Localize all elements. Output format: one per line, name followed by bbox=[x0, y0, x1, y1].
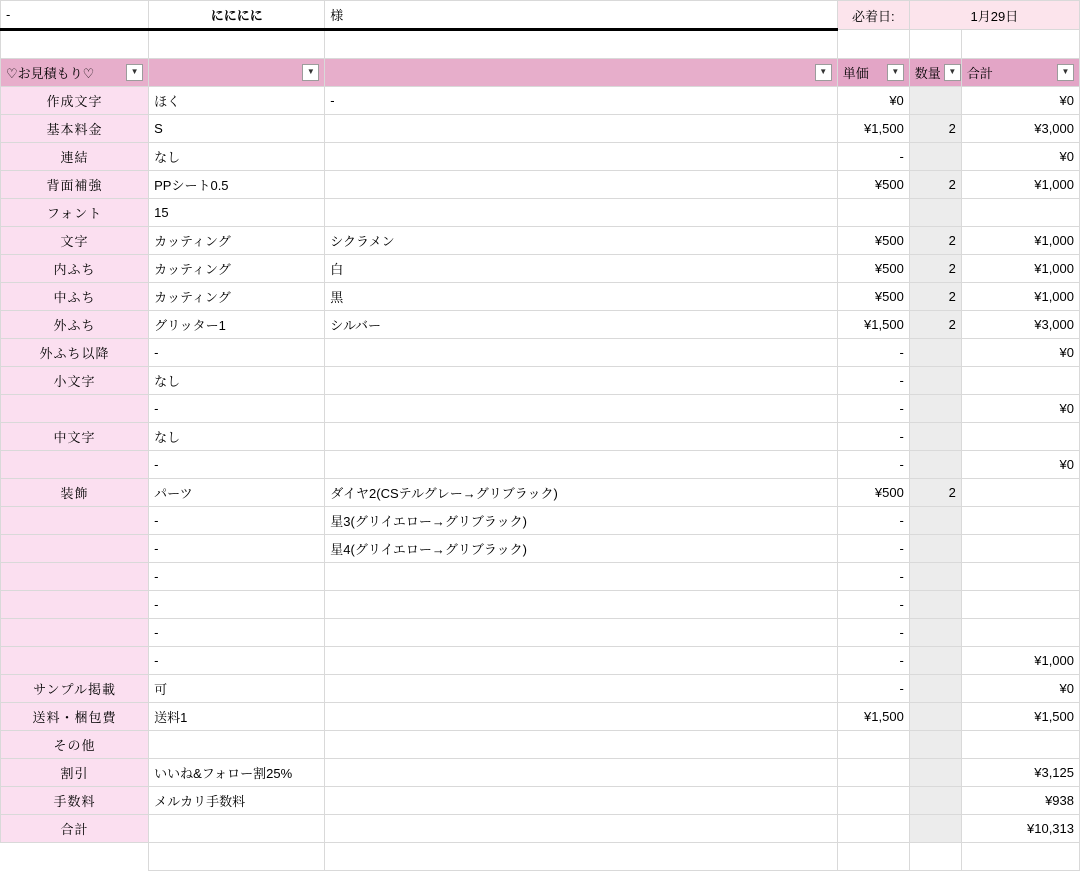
row-total-cell[interactable]: ¥1,000 bbox=[961, 647, 1079, 675]
row-label-cell[interactable]: サンプル掲載 bbox=[1, 675, 149, 703]
honorific-cell: 様 bbox=[325, 1, 837, 30]
row-value-b-cell[interactable] bbox=[325, 647, 837, 675]
row-total-cell[interactable]: ¥0 bbox=[961, 339, 1079, 367]
row-unit-price-cell[interactable]: ¥1,500 bbox=[837, 115, 909, 143]
table-row bbox=[1, 143, 1080, 171]
row-unit-price-cell[interactable]: ¥1,500 bbox=[837, 703, 909, 731]
header-col-b-cell bbox=[325, 59, 837, 87]
row-quantity-cell[interactable] bbox=[909, 143, 961, 171]
due-date-label: 必着日: bbox=[837, 1, 909, 30]
row-value-b-cell[interactable] bbox=[325, 115, 837, 143]
row-unit-price-cell[interactable]: - bbox=[837, 591, 909, 619]
table-row bbox=[1, 703, 1080, 731]
header-title-label: ♡お見積もり♡ bbox=[6, 66, 95, 81]
row-unit-price-cell[interactable]: ¥500 bbox=[837, 255, 909, 283]
row-label-cell[interactable] bbox=[1, 535, 149, 563]
row-quantity-cell[interactable] bbox=[909, 787, 961, 815]
filler-cell-6 bbox=[961, 843, 1079, 871]
header-col-a-cell bbox=[149, 59, 325, 87]
spacer-cell-1 bbox=[1, 30, 149, 59]
row-total-cell[interactable] bbox=[961, 367, 1079, 395]
row-unit-price-cell[interactable]: - bbox=[837, 647, 909, 675]
row-label-cell[interactable]: 送料・梱包費 bbox=[1, 703, 149, 731]
row-total-cell[interactable]: ¥0 bbox=[961, 395, 1079, 423]
spacer-cell-5 bbox=[909, 30, 961, 59]
row-value-a-cell[interactable]: なし bbox=[149, 143, 325, 171]
row-value-a-cell[interactable]: なし bbox=[149, 367, 325, 395]
row-quantity-cell[interactable] bbox=[909, 675, 961, 703]
row-label-cell[interactable]: 内ふち bbox=[1, 255, 149, 283]
row-total-cell[interactable]: ¥3,000 bbox=[961, 115, 1079, 143]
row-value-a-cell[interactable]: メルカリ手数料 bbox=[149, 787, 325, 815]
row-quantity-cell[interactable] bbox=[909, 199, 961, 227]
header-qty-cell bbox=[909, 59, 961, 87]
filter-dropdown-icon-qty[interactable]: ▼ bbox=[944, 64, 961, 81]
row-value-b-cell[interactable] bbox=[325, 423, 837, 451]
row-total-cell[interactable]: ¥1,000 bbox=[961, 255, 1079, 283]
row-unit-price-cell[interactable]: - bbox=[837, 367, 909, 395]
row-unit-price-cell[interactable]: ¥500 bbox=[837, 171, 909, 199]
row-label-cell[interactable] bbox=[1, 647, 149, 675]
row-value-b-cell[interactable]: 白 bbox=[325, 255, 837, 283]
row-total-cell[interactable]: ¥1,500 bbox=[961, 703, 1079, 731]
row-quantity-cell[interactable]: 2 bbox=[909, 283, 961, 311]
header-total-cell bbox=[961, 59, 1079, 87]
row-unit-price-cell[interactable] bbox=[837, 787, 909, 815]
table-row bbox=[1, 423, 1080, 451]
row-value-b-cell[interactable] bbox=[325, 815, 837, 843]
row-value-a-cell[interactable]: - bbox=[149, 507, 325, 535]
table-filler-row bbox=[1, 843, 1080, 871]
row-quantity-cell[interactable] bbox=[909, 535, 961, 563]
row-value-b-cell[interactable] bbox=[325, 395, 837, 423]
table-row bbox=[1, 591, 1080, 619]
row-total-cell[interactable]: ¥0 bbox=[961, 675, 1079, 703]
row-unit-price-cell[interactable]: ¥0 bbox=[837, 87, 909, 115]
row-label-cell[interactable]: 割引 bbox=[1, 759, 149, 787]
table-row bbox=[1, 87, 1080, 115]
table-row bbox=[1, 647, 1080, 675]
row-total-cell[interactable]: ¥0 bbox=[961, 87, 1079, 115]
row-label-cell[interactable] bbox=[1, 395, 149, 423]
row-value-a-cell[interactable]: なし bbox=[149, 423, 325, 451]
row-unit-price-cell[interactable]: - bbox=[837, 339, 909, 367]
row-value-b-cell[interactable] bbox=[325, 143, 837, 171]
table-row bbox=[1, 367, 1080, 395]
row-unit-price-cell[interactable]: - bbox=[837, 143, 909, 171]
row-quantity-cell[interactable]: 2 bbox=[909, 115, 961, 143]
row-quantity-cell[interactable]: 2 bbox=[909, 171, 961, 199]
row-label-cell[interactable]: 基本料金 bbox=[1, 115, 149, 143]
row-unit-price-cell[interactable]: - bbox=[837, 423, 909, 451]
table-row bbox=[1, 731, 1080, 759]
table-row bbox=[1, 759, 1080, 787]
row-unit-price-cell[interactable]: - bbox=[837, 451, 909, 479]
row-quantity-cell[interactable] bbox=[909, 507, 961, 535]
row-value-b-cell[interactable]: シクラメン bbox=[325, 227, 837, 255]
header-qty-label: 数量 bbox=[914, 66, 941, 81]
row-value-b-cell[interactable] bbox=[325, 199, 837, 227]
row-value-a-cell[interactable]: - bbox=[149, 563, 325, 591]
row-quantity-cell[interactable] bbox=[909, 563, 961, 591]
row-label-cell[interactable] bbox=[1, 591, 149, 619]
table-row bbox=[1, 479, 1080, 507]
row-label-cell[interactable]: 外ふち bbox=[1, 311, 149, 339]
row-value-b-cell[interactable] bbox=[325, 675, 837, 703]
filter-dropdown-icon-price[interactable]: ▼ bbox=[887, 64, 904, 81]
row-total-cell[interactable] bbox=[961, 423, 1079, 451]
table-row bbox=[1, 283, 1080, 311]
row-quantity-cell[interactable] bbox=[909, 591, 961, 619]
row-label-cell[interactable]: 中ふち bbox=[1, 283, 149, 311]
filler-cell-3 bbox=[325, 843, 837, 871]
row-label-cell[interactable]: 中文字 bbox=[1, 423, 149, 451]
row-quantity-cell[interactable] bbox=[909, 87, 961, 115]
due-date-value: 1月29日 bbox=[909, 1, 1079, 30]
row-quantity-cell[interactable] bbox=[909, 395, 961, 423]
row-value-b-cell[interactable]: シルバー bbox=[325, 311, 837, 339]
row-value-b-cell[interactable] bbox=[325, 171, 837, 199]
row-value-b-cell[interactable] bbox=[325, 367, 837, 395]
row-quantity-cell[interactable] bbox=[909, 759, 961, 787]
table-row bbox=[1, 227, 1080, 255]
row-unit-price-cell[interactable]: - bbox=[837, 675, 909, 703]
row-unit-price-cell[interactable] bbox=[837, 199, 909, 227]
row-total-cell[interactable] bbox=[961, 731, 1079, 759]
row-value-a-cell[interactable]: PPシート0.5 bbox=[149, 171, 325, 199]
row-value-a-cell[interactable]: - bbox=[149, 535, 325, 563]
filler-cell-2 bbox=[149, 843, 325, 871]
row-total-cell[interactable] bbox=[961, 619, 1079, 647]
filter-dropdown-icon-col-a[interactable]: ▼ bbox=[302, 64, 319, 81]
row-quantity-cell[interactable] bbox=[909, 647, 961, 675]
row-label-cell[interactable] bbox=[1, 507, 149, 535]
row-total-cell[interactable]: ¥938 bbox=[961, 787, 1079, 815]
row-value-a-cell[interactable]: - bbox=[149, 339, 325, 367]
row-label-cell[interactable]: 手数料 bbox=[1, 787, 149, 815]
filler-cell-5 bbox=[909, 843, 961, 871]
row-value-a-cell[interactable]: - bbox=[149, 591, 325, 619]
row-total-cell[interactable] bbox=[961, 507, 1079, 535]
row-label-cell[interactable]: その他 bbox=[1, 731, 149, 759]
dash-cell: - bbox=[1, 1, 149, 30]
row-total-cell[interactable] bbox=[961, 591, 1079, 619]
row-value-a-cell[interactable]: グリッター1 bbox=[149, 311, 325, 339]
row-value-b-cell[interactable] bbox=[325, 591, 837, 619]
row-quantity-cell[interactable] bbox=[909, 339, 961, 367]
spacer-row bbox=[1, 30, 1080, 59]
row-value-b-cell[interactable] bbox=[325, 703, 837, 731]
header-total-label: 合計 bbox=[966, 66, 993, 81]
row-value-b-cell[interactable] bbox=[325, 619, 837, 647]
row-total-cell[interactable]: ¥0 bbox=[961, 143, 1079, 171]
row-label-cell[interactable] bbox=[1, 451, 149, 479]
spacer-cell-4 bbox=[837, 30, 909, 59]
row-unit-price-cell[interactable]: ¥500 bbox=[837, 227, 909, 255]
spacer-cell-3 bbox=[325, 30, 837, 59]
row-unit-price-cell[interactable]: - bbox=[837, 563, 909, 591]
header-title-cell bbox=[1, 59, 149, 87]
spacer-cell-2 bbox=[149, 30, 325, 59]
row-quantity-cell[interactable] bbox=[909, 423, 961, 451]
filler-cell-4 bbox=[837, 843, 909, 871]
row-unit-price-cell[interactable] bbox=[837, 815, 909, 843]
table-row bbox=[1, 815, 1080, 843]
row-value-b-cell[interactable] bbox=[325, 451, 837, 479]
row-quantity-cell[interactable] bbox=[909, 367, 961, 395]
row-total-cell[interactable] bbox=[961, 563, 1079, 591]
table-row bbox=[1, 451, 1080, 479]
row-value-a-cell[interactable]: カッティング bbox=[149, 227, 325, 255]
row-value-a-cell[interactable]: 可 bbox=[149, 675, 325, 703]
table-row bbox=[1, 619, 1080, 647]
row-label-cell[interactable]: 作成文字 bbox=[1, 87, 149, 115]
row-total-cell[interactable]: ¥0 bbox=[961, 451, 1079, 479]
column-header-row bbox=[1, 59, 1080, 87]
row-value-b-cell[interactable] bbox=[325, 787, 837, 815]
row-value-a-cell[interactable]: カッティング bbox=[149, 255, 325, 283]
row-value-a-cell[interactable]: - bbox=[149, 619, 325, 647]
table-row bbox=[1, 675, 1080, 703]
spacer-cell-6 bbox=[961, 30, 1079, 59]
row-value-b-cell[interactable]: - bbox=[325, 87, 837, 115]
table-row bbox=[1, 199, 1080, 227]
header-price-cell bbox=[837, 59, 909, 87]
row-label-cell[interactable]: 文字 bbox=[1, 227, 149, 255]
row-total-cell[interactable] bbox=[961, 479, 1079, 507]
row-unit-price-cell[interactable]: ¥500 bbox=[837, 283, 909, 311]
row-unit-price-cell[interactable]: - bbox=[837, 395, 909, 423]
row-quantity-cell[interactable]: 2 bbox=[909, 311, 961, 339]
row-value-b-cell[interactable] bbox=[325, 339, 837, 367]
row-quantity-cell[interactable] bbox=[909, 815, 961, 843]
row-value-a-cell[interactable]: 送料1 bbox=[149, 703, 325, 731]
row-quantity-cell[interactable]: 2 bbox=[909, 255, 961, 283]
row-value-a-cell[interactable]: - bbox=[149, 451, 325, 479]
table-row bbox=[1, 507, 1080, 535]
row-unit-price-cell[interactable]: - bbox=[837, 507, 909, 535]
row-label-cell[interactable]: 合計 bbox=[1, 815, 149, 843]
customer-name-cell: にににに bbox=[149, 1, 325, 30]
row-value-b-cell[interactable]: 星3(グリイエロー→グリブラック) bbox=[325, 507, 837, 535]
row-unit-price-cell[interactable]: ¥500 bbox=[837, 479, 909, 507]
title-row bbox=[1, 1, 1080, 30]
row-label-cell[interactable]: フォント bbox=[1, 199, 149, 227]
table-row bbox=[1, 255, 1080, 283]
row-total-cell[interactable] bbox=[961, 199, 1079, 227]
row-value-b-cell[interactable]: ダイヤ2(CSテルグレー→グリブラック) bbox=[325, 479, 837, 507]
row-quantity-cell[interactable]: 2 bbox=[909, 227, 961, 255]
row-value-a-cell[interactable]: カッティング bbox=[149, 283, 325, 311]
table-row bbox=[1, 171, 1080, 199]
row-value-a-cell[interactable]: 15 bbox=[149, 199, 325, 227]
row-quantity-cell[interactable]: 2 bbox=[909, 479, 961, 507]
row-unit-price-cell[interactable]: - bbox=[837, 535, 909, 563]
filler-cell-1 bbox=[1, 843, 149, 871]
row-value-b-cell[interactable]: 黒 bbox=[325, 283, 837, 311]
row-unit-price-cell[interactable] bbox=[837, 731, 909, 759]
row-value-a-cell[interactable] bbox=[149, 731, 325, 759]
filter-dropdown-icon-title[interactable]: ▼ bbox=[126, 64, 143, 81]
row-quantity-cell[interactable] bbox=[909, 731, 961, 759]
row-label-cell[interactable]: 装飾 bbox=[1, 479, 149, 507]
row-label-cell[interactable]: 小文字 bbox=[1, 367, 149, 395]
table-row bbox=[1, 339, 1080, 367]
row-quantity-cell[interactable] bbox=[909, 703, 961, 731]
row-total-cell[interactable]: ¥1,000 bbox=[961, 227, 1079, 255]
row-total-cell[interactable]: ¥1,000 bbox=[961, 171, 1079, 199]
row-label-cell[interactable] bbox=[1, 619, 149, 647]
row-value-a-cell[interactable]: ほく bbox=[149, 87, 325, 115]
row-label-cell[interactable]: 連結 bbox=[1, 143, 149, 171]
table-row bbox=[1, 563, 1080, 591]
row-value-b-cell[interactable]: 星4(グリイエロー→グリブラック) bbox=[325, 535, 837, 563]
row-value-b-cell[interactable] bbox=[325, 759, 837, 787]
table-row bbox=[1, 535, 1080, 563]
row-quantity-cell[interactable] bbox=[909, 451, 961, 479]
row-quantity-cell[interactable] bbox=[909, 619, 961, 647]
row-total-cell[interactable]: ¥3,125 bbox=[961, 759, 1079, 787]
row-value-a-cell[interactable]: パーツ bbox=[149, 479, 325, 507]
row-total-cell[interactable]: ¥1,000 bbox=[961, 283, 1079, 311]
row-total-cell[interactable]: ¥10,313 bbox=[961, 815, 1079, 843]
table-row bbox=[1, 395, 1080, 423]
header-price-label: 単価 bbox=[842, 66, 869, 81]
row-total-cell[interactable]: ¥3,000 bbox=[961, 311, 1079, 339]
row-label-cell[interactable]: 背面補強 bbox=[1, 171, 149, 199]
row-unit-price-cell[interactable]: - bbox=[837, 619, 909, 647]
row-value-a-cell[interactable]: いいね&フォロー割25% bbox=[149, 759, 325, 787]
row-value-a-cell[interactable]: - bbox=[149, 647, 325, 675]
table-row bbox=[1, 115, 1080, 143]
table-row bbox=[1, 787, 1080, 815]
row-value-a-cell[interactable]: S bbox=[149, 115, 325, 143]
table-row bbox=[1, 311, 1080, 339]
row-label-cell[interactable] bbox=[1, 563, 149, 591]
row-unit-price-cell[interactable]: ¥1,500 bbox=[837, 311, 909, 339]
row-value-b-cell[interactable] bbox=[325, 563, 837, 591]
row-value-a-cell[interactable] bbox=[149, 815, 325, 843]
row-label-cell[interactable]: 外ふち以降 bbox=[1, 339, 149, 367]
row-total-cell[interactable] bbox=[961, 535, 1079, 563]
filter-dropdown-icon-total[interactable]: ▼ bbox=[1057, 64, 1074, 81]
filter-dropdown-icon-col-b[interactable]: ▼ bbox=[815, 64, 832, 81]
row-value-b-cell[interactable] bbox=[325, 731, 837, 759]
row-value-a-cell[interactable]: - bbox=[149, 395, 325, 423]
row-unit-price-cell[interactable] bbox=[837, 759, 909, 787]
